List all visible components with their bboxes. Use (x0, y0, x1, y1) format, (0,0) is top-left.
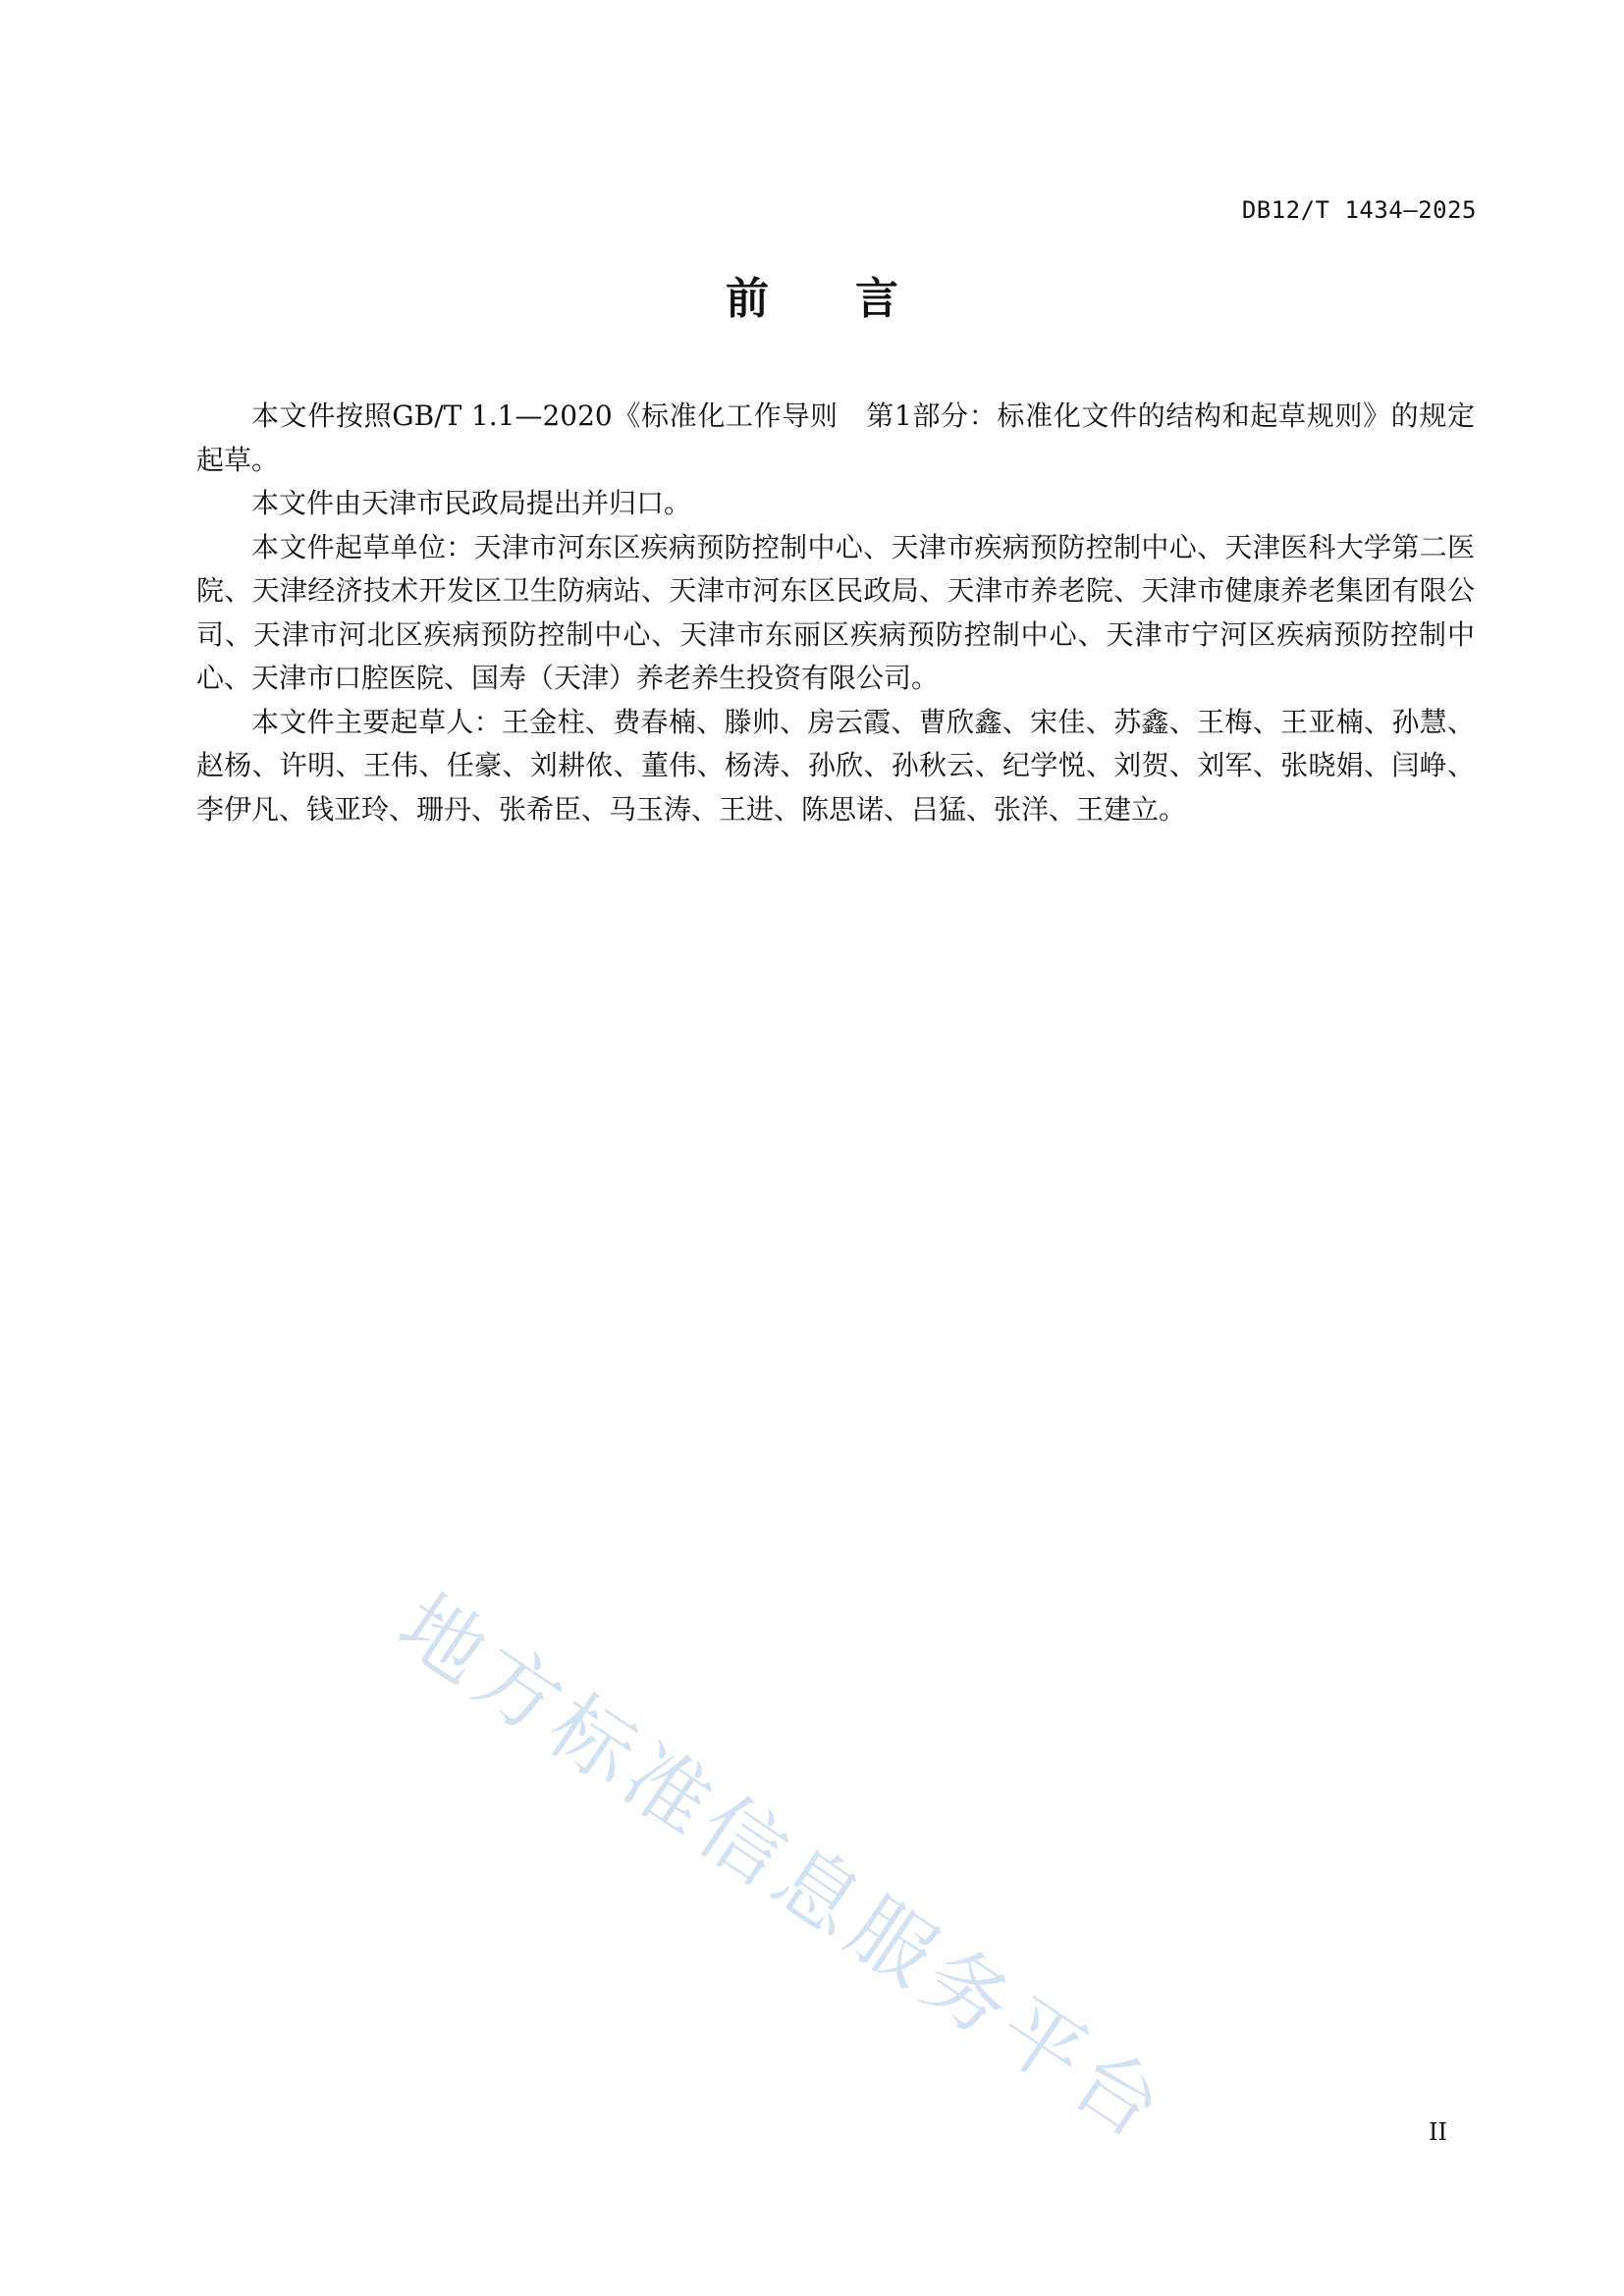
paragraph-drafting-units: 本文件起草单位：天津市河东区疾病预防控制中心、天津市疾病预防控制中心、天津医科大学第二医院、天津经济技术开发区卫生防病站、天津市河东区民政局、天津市养老院、天津市健康养老集团有限公司、天津市河北区疾病预防控制中心、天津市东丽区疾病预防控制中心、天津市宁河区疾病预防控制中心、天津市口腔医院、国寿（天津）养老养生投资有限公司。 (196, 530, 1475, 694)
paragraph-drafters: 本文件主要起草人：王金柱、费春楠、滕帅、房云霞、曹欣鑫、宋佳、苏鑫、王梅、王亚楠、孙慧、赵杨、许明、王伟、任豪、刘耕侬、董伟、杨涛、孙欣、孙秋云、纪学悦、刘贺、刘军、张晓娟、闫峥、李伊凡、钱亚玲、珊丹、张希臣、马玉涛、王进、陈思诺、吕猛、张洋、王建立。 (196, 705, 1475, 826)
paragraph-drafting-rules: 本文件按照GB/T 1.1—2020《标准化工作导则 第1部分：标准化文件的结构和起草规则》的规定起草。 (196, 400, 1475, 476)
document-code: DB12/T 1434—2025 (1241, 196, 1477, 224)
foreword-body (196, 395, 1475, 831)
page-title: 前言 (726, 274, 985, 324)
watermark: 地方标准信息服务平台 (381, 1575, 1185, 2161)
page-number: II (1429, 2118, 1447, 2146)
paragraph-proposer: 本文件由天津市民政局提出并归口。 (251, 487, 692, 519)
